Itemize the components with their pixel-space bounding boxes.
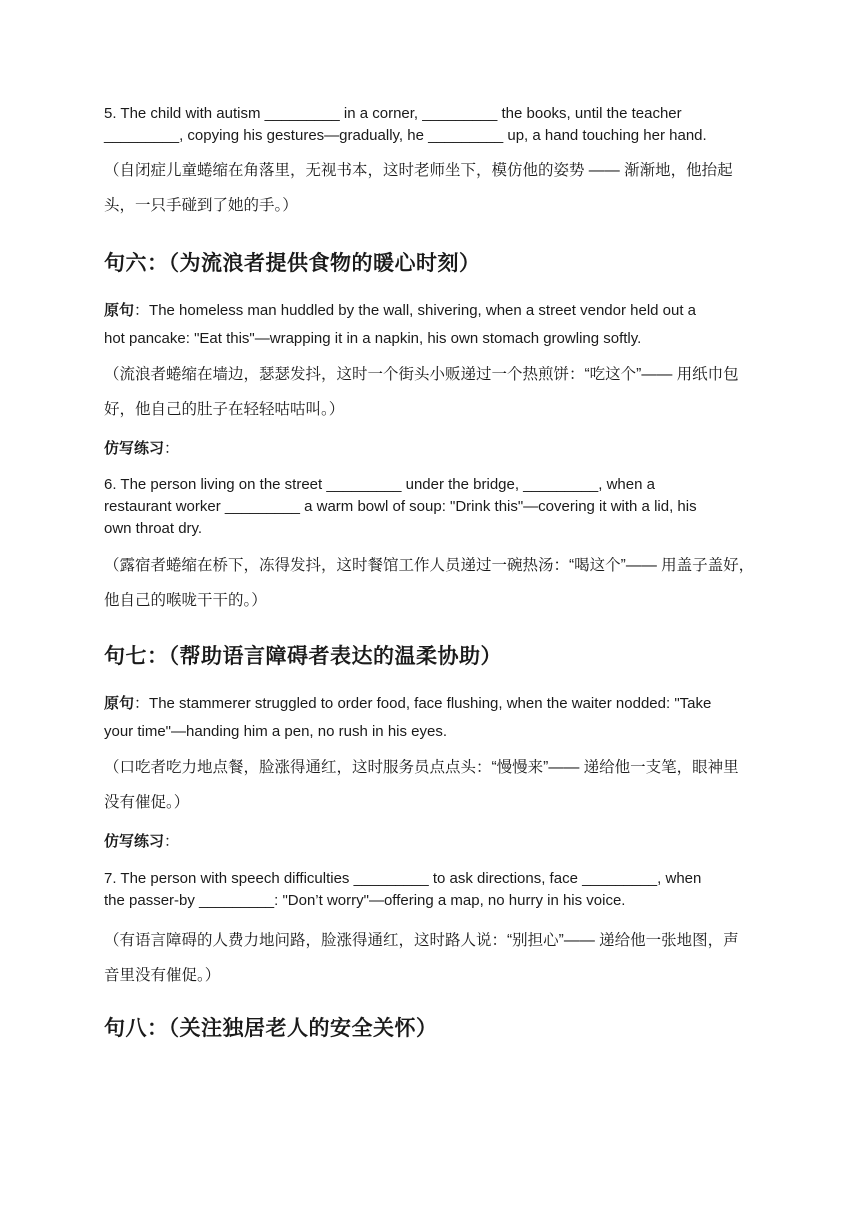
translation-line: 音里没有催促。） [104,967,221,984]
label-colon: ： [164,440,180,457]
practice-label-text: 仿写练习 [104,440,165,457]
heading-text: 句七：（帮助语言障碍者表达的温柔协助） [104,645,502,668]
exercise-5 [104,103,776,147]
section-heading-7 [104,642,776,672]
practice-label-text: 仿写练习 [104,833,165,850]
exercise-6-translation [104,548,776,618]
exercise-7-translation [104,923,776,993]
original-7-translation [104,750,776,820]
original-text: The stammerer struggled to order food, face flushing, when the waiter nodded: "Take [149,695,712,712]
original-sentence-7 [104,690,776,746]
label-colon: ： [134,695,150,712]
translation-line: （有语言障碍的人费力地问路，脸涨得通红，这时路人说：“别担心”—— 递给他一张地图，声 [104,932,739,949]
original-label: 原句 [104,302,135,319]
label-colon: ： [164,833,180,850]
original-line: hot pancake: "Eat this"—wrapping it in a napkin, his own stomach growling softly. [104,330,642,347]
original-line: your time"—handing him a pen, no rush in his eyes. [104,723,448,740]
exercise-5-translation [104,153,776,223]
translation-line: （露宿者蜷缩在桥下，冻得发抖，这时餐馆工作人员递过一碗热汤：“喝这个”—— 用盖子盖好， [104,557,755,574]
original-line [104,297,776,325]
exercise-7 [104,868,776,912]
translation-line: 没有催促。） [104,794,190,811]
exercise-text-line: the passer-by _________: "Don’t worry"—offering a map, no hurry in his voice. [104,892,626,909]
original-sentence-6 [104,297,776,353]
original-label: 原句 [104,695,135,712]
exercise-text-line: _________, copying his gestures—gradually, he _________ up, a hand touching her hand. [104,127,707,144]
translation-line: 好，他自己的肚子在轻轻咕咕叫。） [104,401,345,418]
exercise-6 [104,474,776,540]
practice-label-6 [104,438,776,460]
original-6-translation [104,357,776,427]
heading-text: 句六：（为流浪者提供食物的暖心时刻） [104,252,481,275]
exercise-text-line: 7. The person with speech difficulties _________ to ask directions, face _________, when [104,870,702,887]
heading-text: 句八：（关注独居老人的安全关怀） [104,1017,438,1040]
translation-line: （口吃者吃力地点餐，脸涨得通红，这时服务员点点头：“慢慢来”—— 递给他一支笔，眼神里 [104,759,739,776]
exercise-text-line: restaurant worker _________ a warm bowl of soup: "Drink this"—covering it with a lid, his [104,498,697,515]
section-heading-8 [104,1014,776,1044]
original-text: The homeless man huddled by the wall, shivering, when a street vendor held out a [149,302,697,319]
original-line [104,690,776,718]
translation-line: （自闭症儿童蜷缩在角落里，无视书本，这时老师坐下，模仿他的姿势 —— 渐渐地，他抬起 [104,162,733,179]
exercise-text-line: 6. The person living on the street _________ under the bridge, _________, when a [104,476,655,493]
practice-label-7 [104,831,776,853]
translation-line: 他自己的喉咙干干的。） [104,592,267,609]
exercise-text-line: own throat dry. [104,520,203,537]
exercise-text-line: 5. The child with autism _________ in a corner, _________ the books, until the teacher [104,105,682,122]
label-colon: ： [134,302,150,319]
translation-line: （流浪者蜷缩在墙边，瑟瑟发抖，这时一个街头小贩递过一个热煎饼：“吃这个”—— 用纸巾包 [104,366,739,383]
practice-label-line [104,831,776,853]
section-heading-6 [104,249,776,279]
translation-line: 头，一只手碰到了她的手。） [104,197,298,214]
practice-label-line [104,438,776,460]
